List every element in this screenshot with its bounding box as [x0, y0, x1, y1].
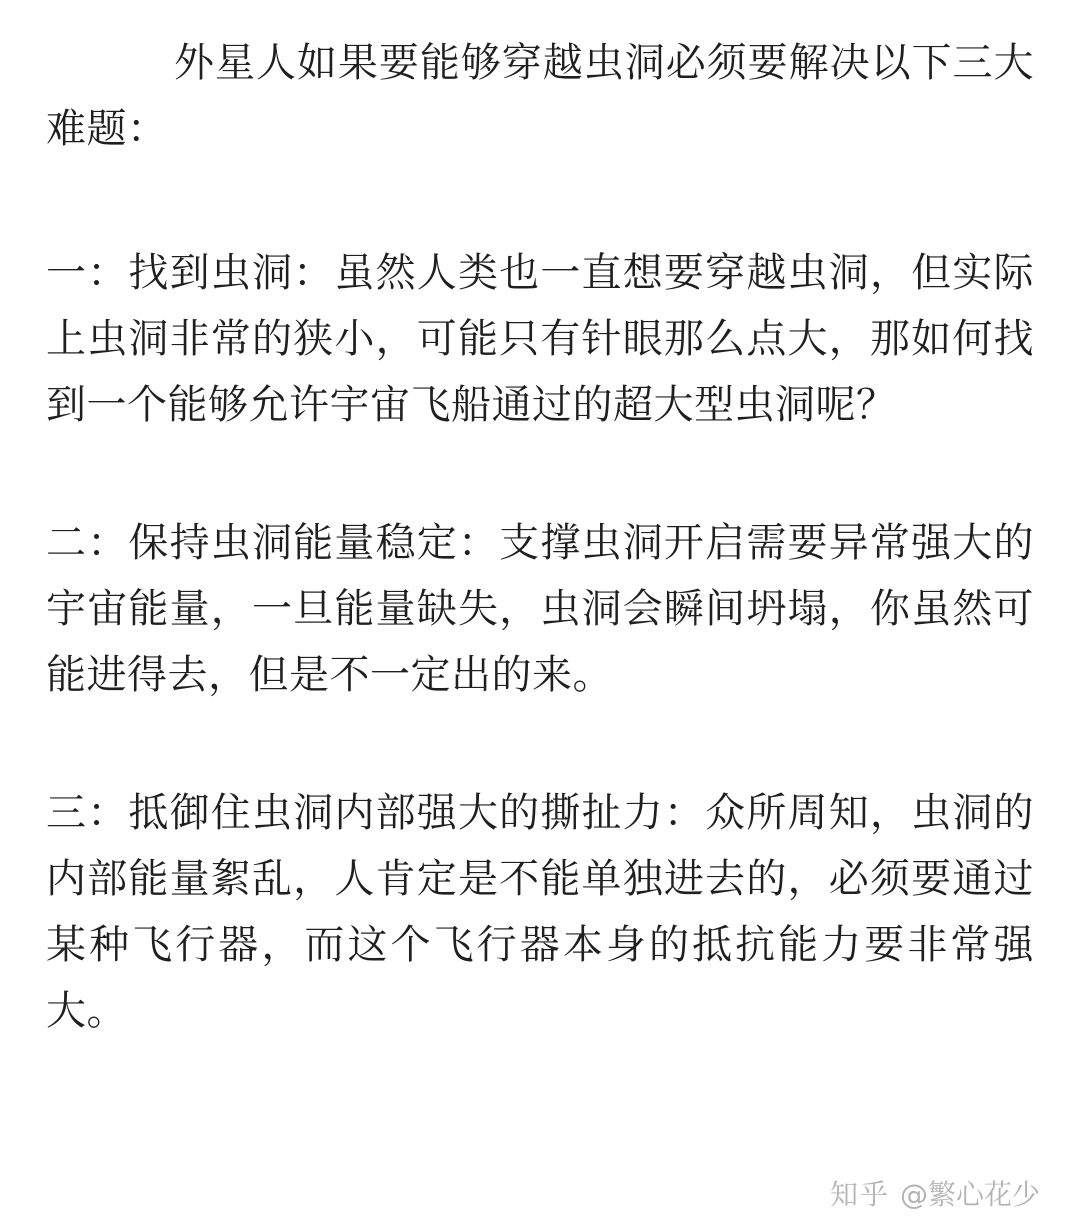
paragraph-intro: 外星人如果要能够穿越虫洞必须要解决以下三大难题：	[46, 40, 1034, 152]
paragraph-point-one: 一：找到虫洞：虽然人类也一直想要穿越虫洞，但实际上虫洞非常的狭小，可能只有针眼那么点大，那如何找到一个能够允许宇宙飞船通过的超大型虫洞呢？	[46, 250, 1034, 428]
watermark-author: @繁心花少	[899, 1178, 1040, 1211]
paragraph-point-three: 三：抵御住虫洞内部强大的撕扯力：众所周知，虫洞的内部能量絮乱，人肯定是不能单独进去的，必须要通过某种飞行器，而这个飞行器本身的抵抗能力要非常强大。	[46, 790, 1034, 1034]
zhihu-logo: 知乎	[829, 1178, 890, 1211]
paragraph-spacer	[46, 162, 1034, 240]
watermark	[829, 1178, 1040, 1211]
paragraph-spacer	[46, 708, 1034, 780]
paragraph-spacer	[46, 438, 1034, 510]
paragraph-point-two: 二：保持虫洞能量稳定：支撑虫洞开启需要异常强大的宇宙能量，一旦能量缺失，虫洞会瞬间坍塌，你虽然可能进得去，但是不一定出的来。	[46, 520, 1034, 698]
